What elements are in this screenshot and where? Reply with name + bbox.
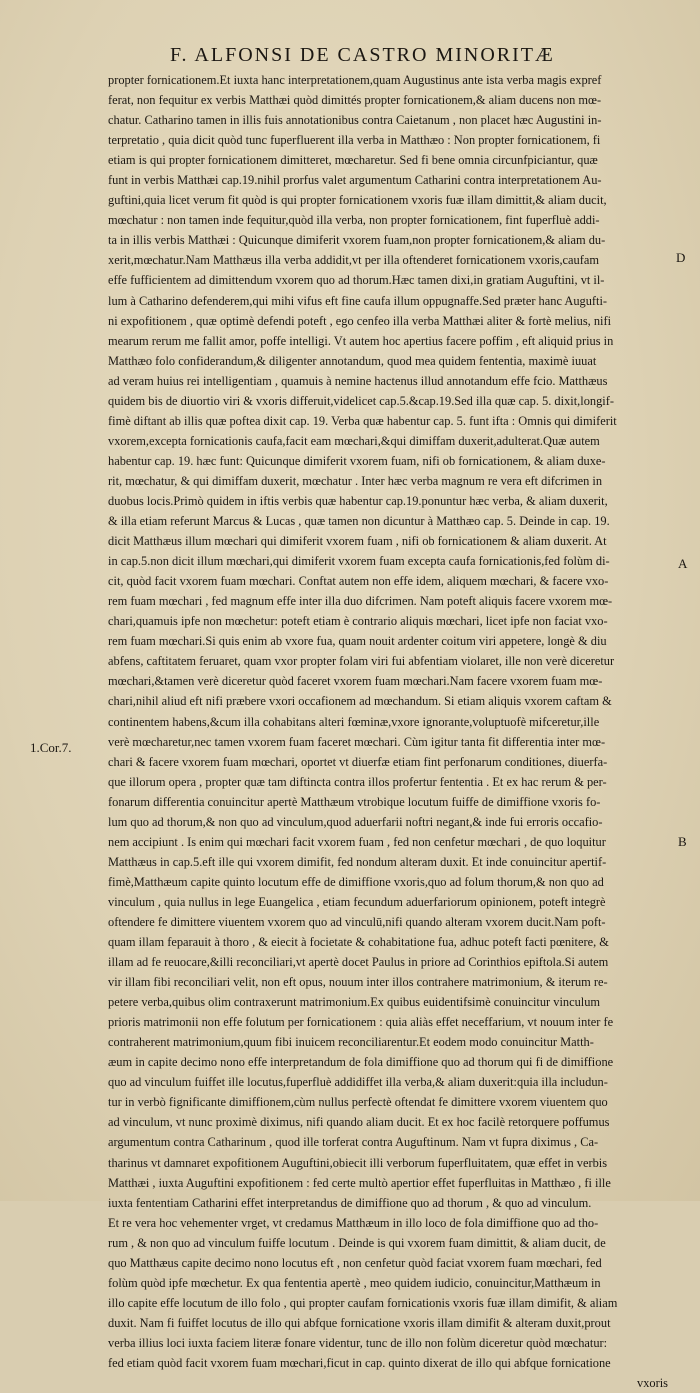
text-line: argumentum contra Catharinum , quod ille torferat contra Auguftinum. Nam vt fupra diximus , Ca- [108,1135,599,1150]
text-line: dicit Matthæus illum mœchari qui dimiferit vxorem fuam , nifi ob fornicationem & aliam duxerit. At [108,534,607,549]
text-line: quo Matthæus capite decimo nono locutus eft , non cenfetur quòd faciat vxorem fuam mœchari, fed [108,1255,602,1270]
text-line: æum in capite decimo nono effe interpretandum de fola dimiffione quo ad thorum qui fi de dimiffione [108,1055,614,1070]
text-line: que illorum opera , propter quæ tam diftincta contra illos profertur fententia . Et ex hac rerum & per- [108,774,607,789]
text-line: ad veram huius rei intelligentiam , quamuis à nemine hactenus illud annotandum effe fcio. Matthæus [108,373,608,388]
text-line: nem accipiunt . Is enim qui mœchari facit vxorem fuam , fed non cenfetur mœchari , de quo loquitur [108,834,606,849]
text-line: vxoris [637,1376,668,1391]
text-line: iuxta fententiam Catharini effet interpretandus de dimiffione quo ad thorum , & quo ad vinculum. [108,1195,592,1210]
text-line: xerit,mœchatur.Nam Matthæus illa verba addidit,vt per illa oftenderet fornicationem vxoris,caufam [108,253,599,268]
text-line: duxit. Nam fi fuiffet locutus de illo qui abfque fornicatione vxoris illam dimifit & alteram duxit,prout [108,1315,611,1330]
text-line: chari,quamuis ipfe non mœchetur: poteft etiam è contrario aliquis mœchari, licet ipfe non faciat vxo- [108,614,608,629]
running-head: F. ALFONSI DE CASTRO MINORITÆ [170,44,555,66]
text-line: duobus locis.Primò quidem in iftis verbis quæ habentur cap.19.ponuntur hæc verba, & aliam duxerit, [108,493,608,508]
text-line: etiam is qui propter fornicationem dimitteret, mœcharetur. Sed fi bene omnia circunfpiciantur, quæ [108,153,598,168]
text-line: fed etiam quòd facit vxorem fuam mœchari,ficut in cap. quinto dixerat de illo qui abfque fornicatione [108,1356,611,1370]
text-line: ta in illis verbis Matthæi : Quicunque dimiferit vxorem fuam,non propter fornicationem,& aliam du- [108,233,606,248]
text-line: tur in verbò fignificante dimiffionem,cùm nullus perfectè oftendat fe dimittere vxorem viuentem quo [108,1095,608,1110]
text-line: chari,nihil aliud eft nifi præbere vxori occafionem ad mœchandum. Si etiam aliquis vxorem caftam & [108,694,612,709]
text-line: prioris matrimonii non effe folutum per fornicationem : quia aliàs effet neceffarium, vt nouum inter fe [108,1015,614,1030]
text-line: Matthæus in cap.5.eft ille qui vxorem dimifit, fed nondum alteram duxit. Et inde conuincitur apertif- [108,854,607,869]
text-line: mearum rerum me fallit amor, poffe intelligi. Vt autem hoc apertius facere poffim , eft aliquid prius in [108,333,614,348]
text-line: tharinus vt damnaret expofitionem Auguftini,obiecit illi verborum fuperfluitatem, quæ effet in verbis [108,1155,608,1170]
text-line: quo ad vinculum fuiffet ille locutus,fuperfluè addidiffet illa verba,& aliam duxerit:quia illa includun- [108,1075,608,1090]
text-line: & illa etiam referunt Marcus & Lucas , quæ tamen non dicuntur à Matthæo cap. 5. Deinde in cap. 19. [108,514,610,529]
text-line: Matthæi , iuxta Auguftini expofitionem : fed certe multò apertior effet fuperfluitas in Matthæo , fi ille [108,1175,611,1190]
text-line: ferat, non fequitur ex verbis Matthæi quòd dimittés propter fornicationem,& aliam ducens non mœ- [108,93,602,108]
text-line: abfens, caftitatem feruaret, quam vxor propter folam viri fui abfentiam violaret, ille non verè diceretur [108,654,615,669]
text-line: guftini,quia licet verum fit quòd is qui propter fornicationem vxoris fuæ illam dimittit,& aliam ducit, [108,193,607,208]
text-line: Matthæo folo confiderandum,& diligenter annotandum, quod mea quidem fententia, maximè iuuat [108,353,597,368]
margin-note-cor: 1.Cor.7. [30,740,72,755]
text-line: lum quo ad thorum,& non quo ad vinculum,quod aduerfarii noftri negant,& inde fui erroris occafio- [108,814,603,829]
text-line: vxorem,excepta fornicationis caufa,facit eam mœchari,&qui dimiffam duxerit,adulterat.Quæ autem [108,433,600,448]
text-line: chatur. Catharino tamen in illis fuis annotationibus contra Caietanum , non placet hæc Augustini in- [108,113,602,128]
text-line: rem fuam mœchari , fed magnum effe inter illa duo difcrimen. Nam poteft aliquis facere vxorem mœ- [108,594,613,609]
text-line: cit, quòd facit vxorem fuam mœchari. Conftat autem non effe idem, aliquem mœchari, & facere vxo- [108,574,609,589]
text-line: vinculum , quia nullus in lege Euangelica , etiam fecundum aduerfariorum opinionem, poteft integrè [108,894,606,909]
text-line: verba illius loci iuxta faciem literæ fonare videntur, tunc de illo non folùm diceretur quòd mœchatur: [108,1335,608,1350]
text-line: mœchari,&tamen verè diceretur quòd faceret vxorem fuam mœchari.Nam facere vxorem fuam mœ- [108,674,603,689]
text-line: ad vinculum, vt nunc proximè diximus, nifi quando aliam ducit. Et ex hoc facilè retorquere poffumus [108,1115,610,1130]
text-line: rum , & non quo ad vinculum fuiffe locutum . Deinde is qui vxorem fuam dimittit, & aliam ducit, de [108,1235,606,1250]
margin-letter-a: A [678,556,688,571]
text-line: quidem bis de diuortio viri & vxoris differuit,videlicet cap.5.&cap.19.Sed illa quæ cap. 5. dixit,longif- [108,393,614,408]
text-line: terpretatio , quia dicit quòd tunc fuperfluerent illa verba in Matthæo : Non propter fornicationem, fi [108,133,601,148]
margin-letter-d: D [676,250,686,265]
text-line: Et re vera hoc vehementer vrget, vt credamus Matthæum in illo loco de fola dimiffione quo ad tho- [108,1215,599,1230]
margin-letter-b: B [678,834,687,849]
text-line: ni expofitionem , quæ optimè defendi poteft , ego cenfeo illa verba Matthæi aliter & fortè melius, nifi [108,313,612,328]
text-line: verè mœcharetur,nec tamen vxorem fuam faceret mœchari. Cùm igitur tanta fit differentia inter mœ- [108,734,606,749]
text-line: rit, mœchatur, & qui dimiffam duxerit, mœchatur . Inter hæc verba magnum re vera eft difcrimen in [108,473,603,488]
text-line: fonarum differentia conuincitur apertè Matthæum vtrobique locutum fuiffe de dimiffione vxoris fo- [108,794,601,809]
text-line: folùm quòd ipfe mœchetur. Ex qua fententia apertè , meo quidem iudicio, conuincitur,Matthæum in [108,1275,601,1290]
text-line: fimè,Matthæum capite quinto locutum effe de dimiffione vxoris,quo ad folum thorum,& non quo ad [108,874,604,889]
text-line: illo capite effe locutum de illo folo , qui propter caufam fornicationis vxoris fuæ illam dimifit, & aliam [108,1295,618,1310]
text-line: petere verba,quibus olim contraxerunt matrimonium.Ex quibus euidentifsimè conuincitur vinculum [108,995,601,1010]
text-line: funt in verbis Matthæi cap.19.nihil prorfus valet argumentum Catharini contra interpretationem Au- [108,173,602,188]
text-line: effe fufficientem ad dimittendum vxorem quo ad thorum.Hæc tamen dixi,in gratiam Auguftini, vt il- [108,273,605,288]
text-line: contraherent matrimonium,quum fibi inuicem reconciliarentur.Et eodem modo conuincitur Matth- [108,1035,594,1050]
text-line: lum à Catharino defenderem,qui mihi vifus eft fine caufa illum oppugnaffe.Sed præter hanc Augufti- [108,293,608,308]
text-line: in cap.5.non dicit illum mœchari,qui dimiferit vxorem fuam excepta caufa fornicationis,fed folùm di- [108,554,610,569]
text-line: vir illam fibi reconciliari velit, non eft opus, nouum inter illos contrahere matrimonium, & iterum re- [108,975,608,990]
text-line: quam illam feparauit à thoro , & eiecit à focietate & cohabitatione fua, adhuc poteft facti pœnitere, & [108,935,609,950]
text-line: illam ad fe reuocare,&illi reconciliari,vt apertè docet Paulus in priore ad Corinthios epiftola.Si autem [108,955,609,970]
text-line: continentem habens,&cum illa cohabitans alteri fœminæ,vxore ignorante,voluptuofè mifceretur,ille [108,714,600,729]
text-line: habentur cap. 19. hæc funt: Quicunque dimiferit vxorem fuam, nifi ob fornicationem, & aliam duxe- [108,453,606,468]
text-line: chari & facere vxorem fuam mœchari, oportet vt diuerfæ etiam fint perfonarum conditiones, diuerfa- [108,754,608,769]
body-text [108,70,668,1393]
text-line: fimè diftant ab illis quæ poftea dixit cap. 19. Verba quæ habentur cap. 5. funt ifta : Omnis qui dimiferit [108,413,617,428]
text-line: propter fornicationem.Et iuxta hanc interpretationem,quam Augustinus ante ista verba magis expref [108,73,602,87]
text-line: oftendere fe dimittere viuentem vxorem quo ad vinculū,nifi quando alteram vxorem ducit.Nam poft- [108,914,606,929]
text-line: mœchatur : non tamen inde fequitur,quòd illa verba, non propter fornicationem, fint fuperfluè addi- [108,213,600,228]
text-line: rem fuam mœchari.Si quis enim ab vxore fua, quam nouit ardenter coitum viri appetere, longè & diu [108,634,607,649]
